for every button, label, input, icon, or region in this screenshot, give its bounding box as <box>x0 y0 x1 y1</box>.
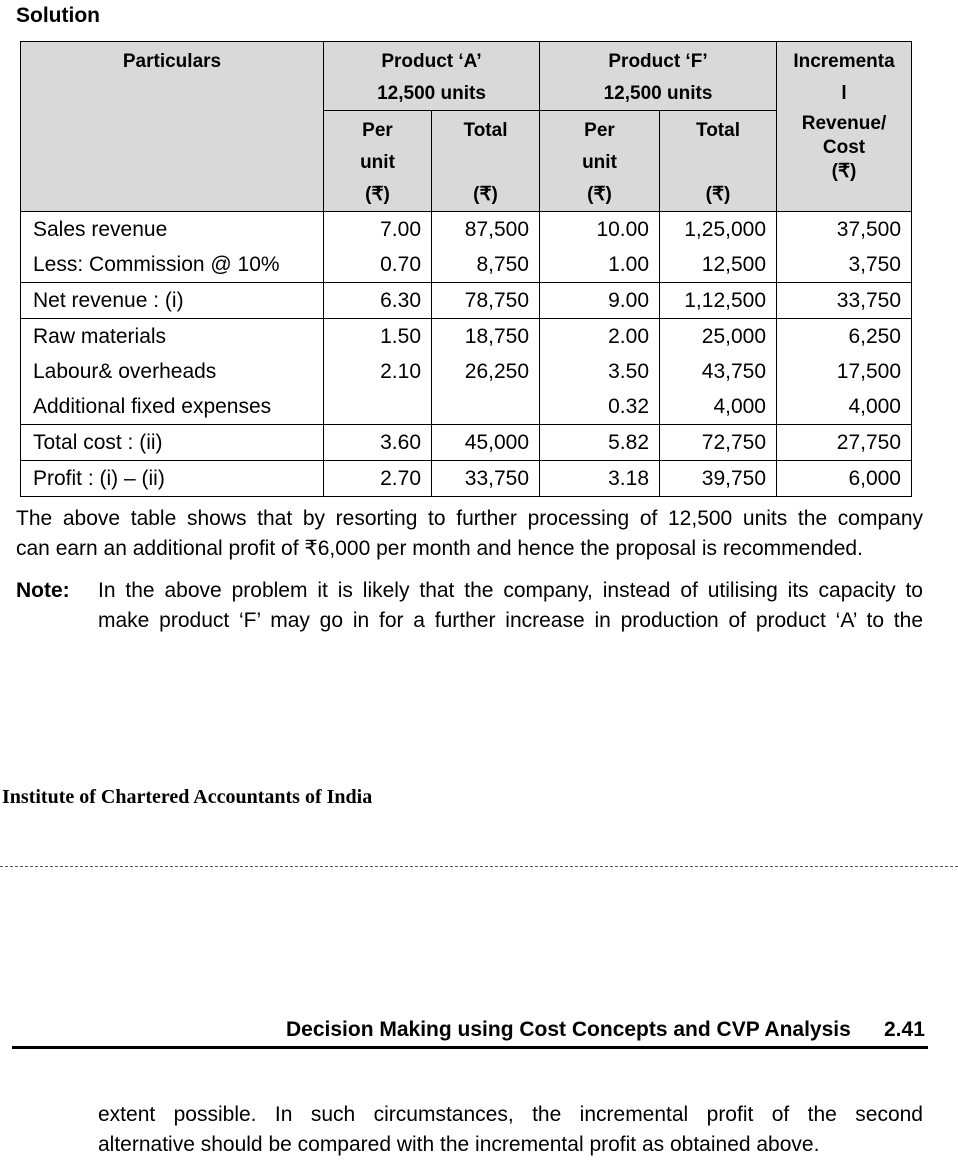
running-head: Decision Making using Cost Concepts and CVP Analysis <box>286 1018 851 1041</box>
table-row: Total cost : (ii) 3.60 45,000 5.82 72,750 27,750 <box>21 425 912 461</box>
note-label: Note: <box>16 579 70 602</box>
header-product-a: Product ‘A’ 12,500 units <box>324 42 540 111</box>
page-break-divider <box>0 866 958 867</box>
header-particulars: Particulars <box>21 42 324 212</box>
table-row: Additional fixed expenses 0.32 4,000 4,000 <box>21 389 912 425</box>
header-incremental: Incrementa l Revenue/ Cost (₹) <box>777 42 912 212</box>
table-row: Net revenue : (i) 6.30 78,750 9.00 1,12,500 33,750 <box>21 283 912 319</box>
continuation-paragraph: extent possible. In such circumstances, the incremental profit of the second alternative should be compared with the incremental profit as obtained above. <box>98 1103 923 1156</box>
note-text: In the above problem it is likely that the company, instead of utilising its capacity to make product ‘F’ may go in for a further increase in production of product ‘A’ to the <box>98 579 923 632</box>
header-product-f: Product ‘F’ 12,500 units <box>540 42 777 111</box>
table-row: Profit : (i) – (ii) 2.70 33,750 3.18 39,750 6,000 <box>21 461 912 497</box>
header-f-total: Total (₹) <box>660 111 777 212</box>
conclusion-paragraph: The above table shows that by resorting to further processing of 12,500 units the company can earn an additional profit of ₹6,000 per month and hence the proposal is recommended. <box>16 507 923 560</box>
table-row: Sales revenue 7.00 87,500 10.00 1,25,000 37,500 <box>21 212 912 248</box>
header-a-per-unit: Per unit (₹) <box>324 111 432 212</box>
table-row: Less: Commission @ 10% 0.70 8,750 1.00 12,500 3,750 <box>21 247 912 283</box>
solution-table <box>20 41 912 497</box>
header-f-per-unit: Per unit (₹) <box>540 111 660 212</box>
table-row: Raw materials 1.50 18,750 2.00 25,000 6,250 <box>21 319 912 355</box>
table-row: Labour& overheads 2.10 26,250 3.50 43,750 17,500 <box>21 354 912 389</box>
header-rule <box>12 1046 928 1049</box>
page-number: 2.41 <box>884 1018 925 1041</box>
solution-heading: Solution <box>16 4 100 27</box>
institute-footer: Institute of Chartered Accountants of India <box>2 786 373 808</box>
header-a-total: Total (₹) <box>432 111 540 212</box>
